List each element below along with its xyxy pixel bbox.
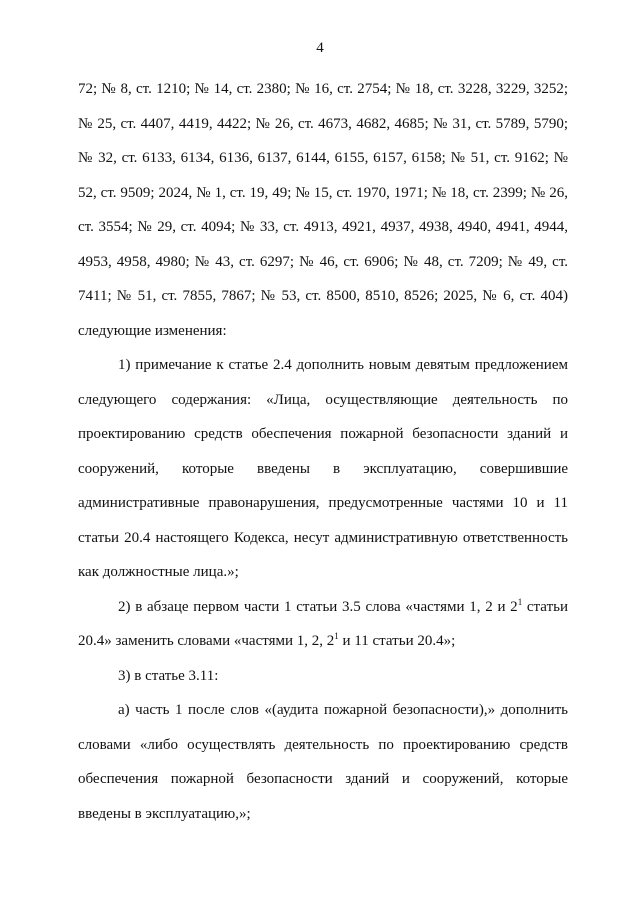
page-number: 4 <box>316 40 324 56</box>
document-body <box>78 72 568 831</box>
paragraph-item-2 <box>78 590 568 659</box>
paragraph-item-2-part-a: 2) в абзаце первом части 1 статьи 3.5 слова «частями 1, 2 и 2 <box>118 598 518 615</box>
paragraph-item-2-part-c: и 11 статьи 20.4»; <box>338 633 456 649</box>
superscript-2: 1 <box>334 631 339 641</box>
paragraph-item-2-part-b: статьи 20.4» заменить словами «частями 1, 2, 2 <box>78 598 568 649</box>
paragraph-item-3: 3) в статье 3.11: <box>118 667 219 684</box>
paragraph-item-1: 1) примечание к статье 2.4 дополнить новым девятым предложением следующего содержания: «Лица, осуществляющие деятельность по проектированию средств обеспечения пожарной безопасности зданий и сооружений, которые введены в эксплуатацию, совершившие административные правонарушения, предусмотренные частями 10 и 11 статьи 20.4 настоящего Кодекса, несут административную ответственность как должностные лица.»; <box>78 357 568 580</box>
superscript-1: 1 <box>517 596 523 607</box>
paragraph-item-3a: а) часть 1 после слов «(аудита пожарной безопасности),» дополнить словами «либо осуществлять деятельность по проектированию средств обеспечения пожарной безопасности зданий и сооружений, которые введены в эксплуатацию,»; <box>78 702 568 822</box>
paragraph-continuation: 72; № 8, ст. 1210; № 14, ст. 2380; № 16, ст. 2754; № 18, ст. 3228, 3229, 3252; № 25, ст. 4407, 4419, 4422; № 26, ст. 4673, 4682, 4685; № 31, ст. 5789, 5790; № 32, ст. 6133, 6134, 6136, 6137, 6144, 6155, 6157, 6158; № 51, ст. 9162; № 52, ст. 9509; 2024, № 1, ст. 19, 49; № 15, ст. 1970, 1971; № 18, ст. 2399; № 26, ст. 3554; № 29, ст. 4094; № 33, ст. 4913, 4921, 4937, 4938, 4940, 4941, 4944, 4953, 4958, 4980; № 43, ст. 6297; № 46, ст. 6906; № 48, ст. 7209; № 49, ст. 7411; № 51, ст. 7855, 7867; № 53, ст. 8500, 8510, 8526; 2025, № 6, ст. 404) следующие изменения: <box>78 81 568 339</box>
